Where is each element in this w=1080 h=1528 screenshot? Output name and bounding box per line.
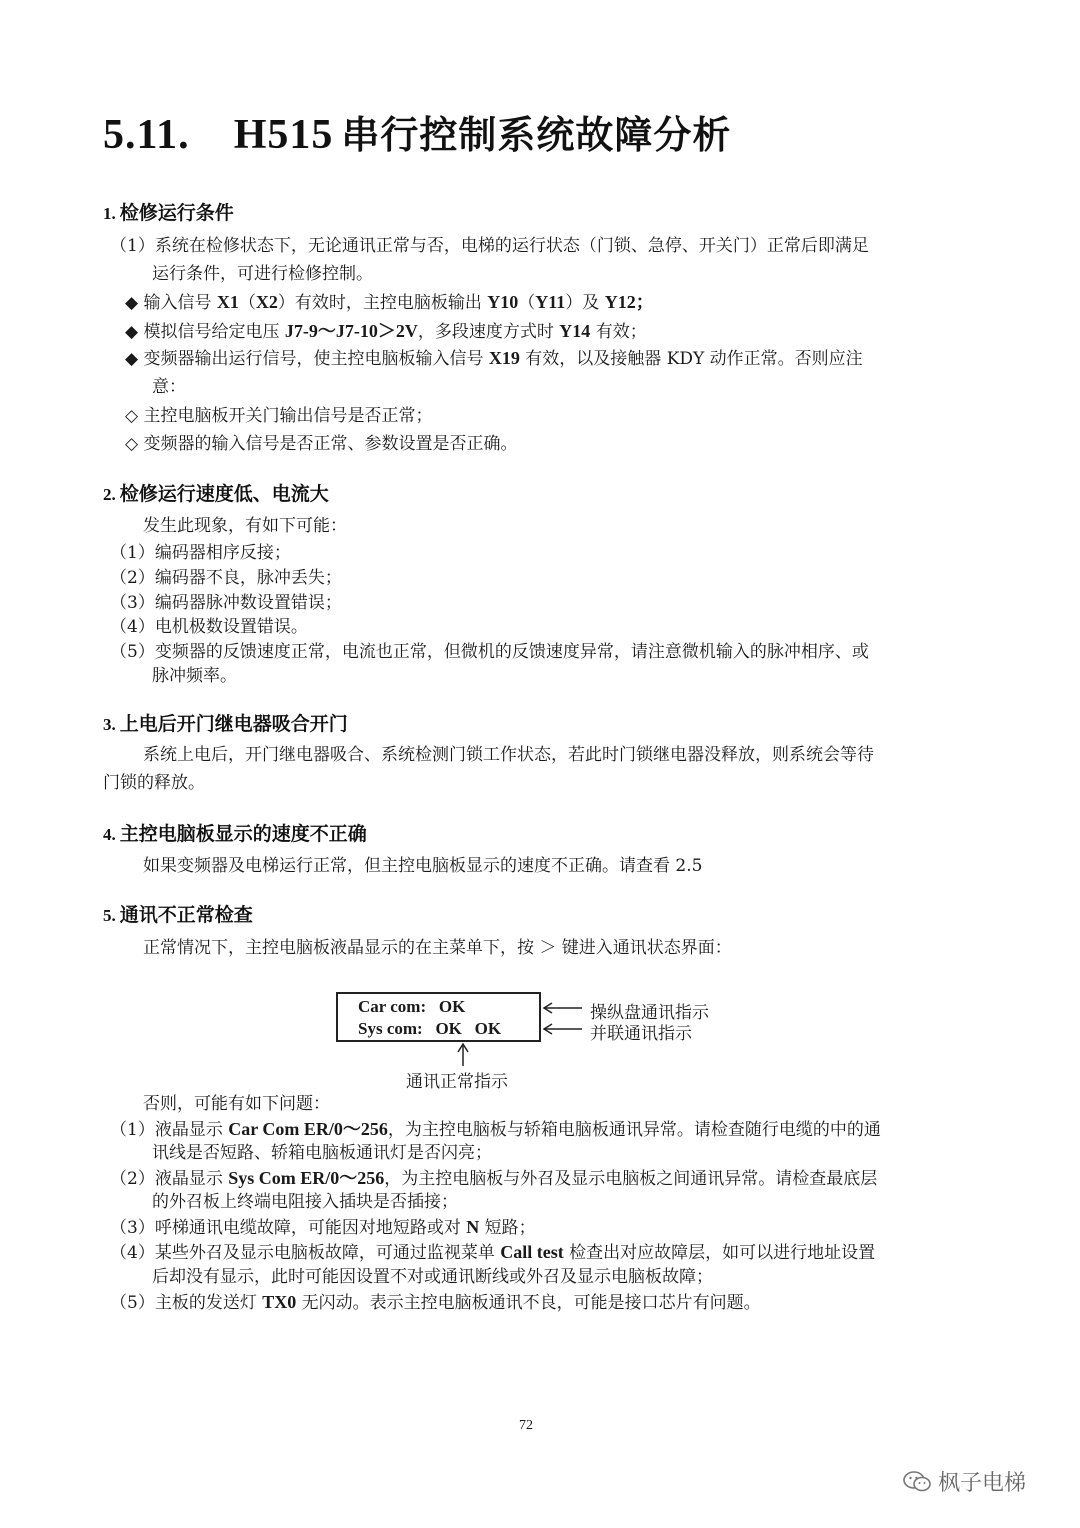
s5-item-1b: 讯线是否短路、轿箱电脑板通讯灯是否闪亮； — [152, 1143, 492, 1163]
note-normal: 通讯正常指示 — [406, 1072, 508, 1092]
s3-paragraph-a: 系统上电后，开门继电器吸合、系统检测门锁工作状态，若此时门锁继电器没释放，则系统会等待 — [143, 745, 874, 765]
page-number: 72 — [519, 1418, 533, 1433]
title-text: 串行控制系统故障分析 — [341, 113, 732, 157]
s5-intro: 正常情况下，主控电脑板液晶显示的在主菜单下，按 ＞ 键进入通讯状态界面： — [143, 938, 732, 958]
s1-bullet-3a: ◆ 变频器输出运行信号，使主控电脑板输入信号 X19 有效，以及接触器 KDY 动作正常。否则应注 — [125, 348, 863, 369]
s2-item-1: （1）编码器相序反接； — [110, 543, 291, 563]
s5-item-5: （5）主板的发送灯 TX0 无闪动。表示主控电脑板通讯不良，可能是接口芯片有问题。 — [110, 1292, 761, 1313]
s1-bullet-1: ◆ 输入信号 X1（X2）有效时，主控电脑板输出 Y10（Y11）及 Y12； — [125, 292, 654, 313]
heading-section-4: 4. 主控电脑板显示的速度不正确 — [103, 823, 367, 845]
s2-item-5a: （5）变频器的反馈速度正常，电流也正常，但微机的反馈速度异常，请注意微机输入的脉冲相序、或 — [110, 642, 869, 662]
s1-bullet-3b: 意： — [152, 377, 186, 397]
s1-bullet-2: ◆ 模拟信号给定电压 J7-9～J7-10＞2V，多段速度方式时 Y14 有效； — [125, 321, 647, 342]
s1-diamond-2: ◇ 变频器的输入信号是否正常、参数设置是否正确。 — [125, 434, 518, 454]
s5-item-1a: （1）液晶显示 Car Com ER/0～256，为主控电脑板与轿箱电脑板通讯异常。请检查随行电缆的中的通 — [110, 1119, 881, 1140]
s1-diamond-1: ◇ 主控电脑板开关门输出信号是否正常； — [125, 406, 433, 426]
heading-section-3: 3. 上电后开门继电器吸合开门 — [103, 713, 348, 735]
s1-paragraph-1b: 运行条件，可进行检修控制。 — [152, 264, 373, 284]
model-code: H515 — [233, 112, 334, 158]
s5-item-2a: （2）液晶显示 Sys Com ER/0～256，为主控电脑板与外召及显示电脑板之间通讯异常。请检查最底层 — [110, 1168, 878, 1189]
wechat-icon — [902, 1469, 932, 1495]
note-car-com: 操纵盘通讯指示 — [590, 1003, 709, 1023]
watermark-text: 枫子电梯 — [938, 1471, 1027, 1496]
s5-item-4b: 后却没有显示，此时可能因设置不对或通讯断线或外召及显示电脑板故障； — [152, 1267, 713, 1287]
s5-item-4a: （4）某些外召及显示电脑板故障，可通过监视菜单 Call test 检查出对应故障层，如可以进行地址设置 — [110, 1242, 876, 1263]
s5-else: 否则，可能有如下问题： — [143, 1094, 330, 1114]
heading-section-5: 5. 通讯不正常检查 — [103, 904, 253, 926]
section-number: 5.11. — [103, 112, 190, 158]
lcd-row-sys: Sys com: OK OK — [358, 1019, 502, 1038]
s3-paragraph-b: 门锁的释放。 — [103, 773, 205, 793]
watermark — [902, 1466, 1026, 1497]
s1-paragraph-1a: （1）系统在检修状态下，无论通讯正常与否，电梯的运行状态（门锁、急停、开关门）正常后即满足 — [110, 236, 869, 256]
s2-item-4: （4）电机极数设置错误。 — [110, 617, 308, 637]
s2-intro: 发生此现象，有如下可能： — [143, 516, 347, 536]
s5-item-3: （3）呼梯通讯电缆故障，可能因对地短路或对 N 短路； — [110, 1217, 536, 1238]
s5-item-2b: 的外召板上终端电阻接入插块是否插接； — [152, 1192, 458, 1212]
heading-section-1: 1. 检修运行条件 — [103, 202, 234, 224]
heading-section-2: 2. 检修运行速度低、电流大 — [103, 483, 329, 505]
s2-item-2: （2）编码器不良，脉冲丢失； — [110, 568, 342, 588]
lcd-row-car: Car com: OK — [358, 997, 466, 1016]
s2-item-3: （3）编码器脉冲数设置错误； — [110, 593, 342, 613]
s2-item-5b: 脉冲频率。 — [152, 666, 237, 686]
note-sys-com: 并联通讯指示 — [590, 1024, 692, 1044]
s4-paragraph: 如果变频器及电梯运行正常，但主控电脑板显示的速度不正确。请查看 2.5 — [143, 856, 703, 876]
